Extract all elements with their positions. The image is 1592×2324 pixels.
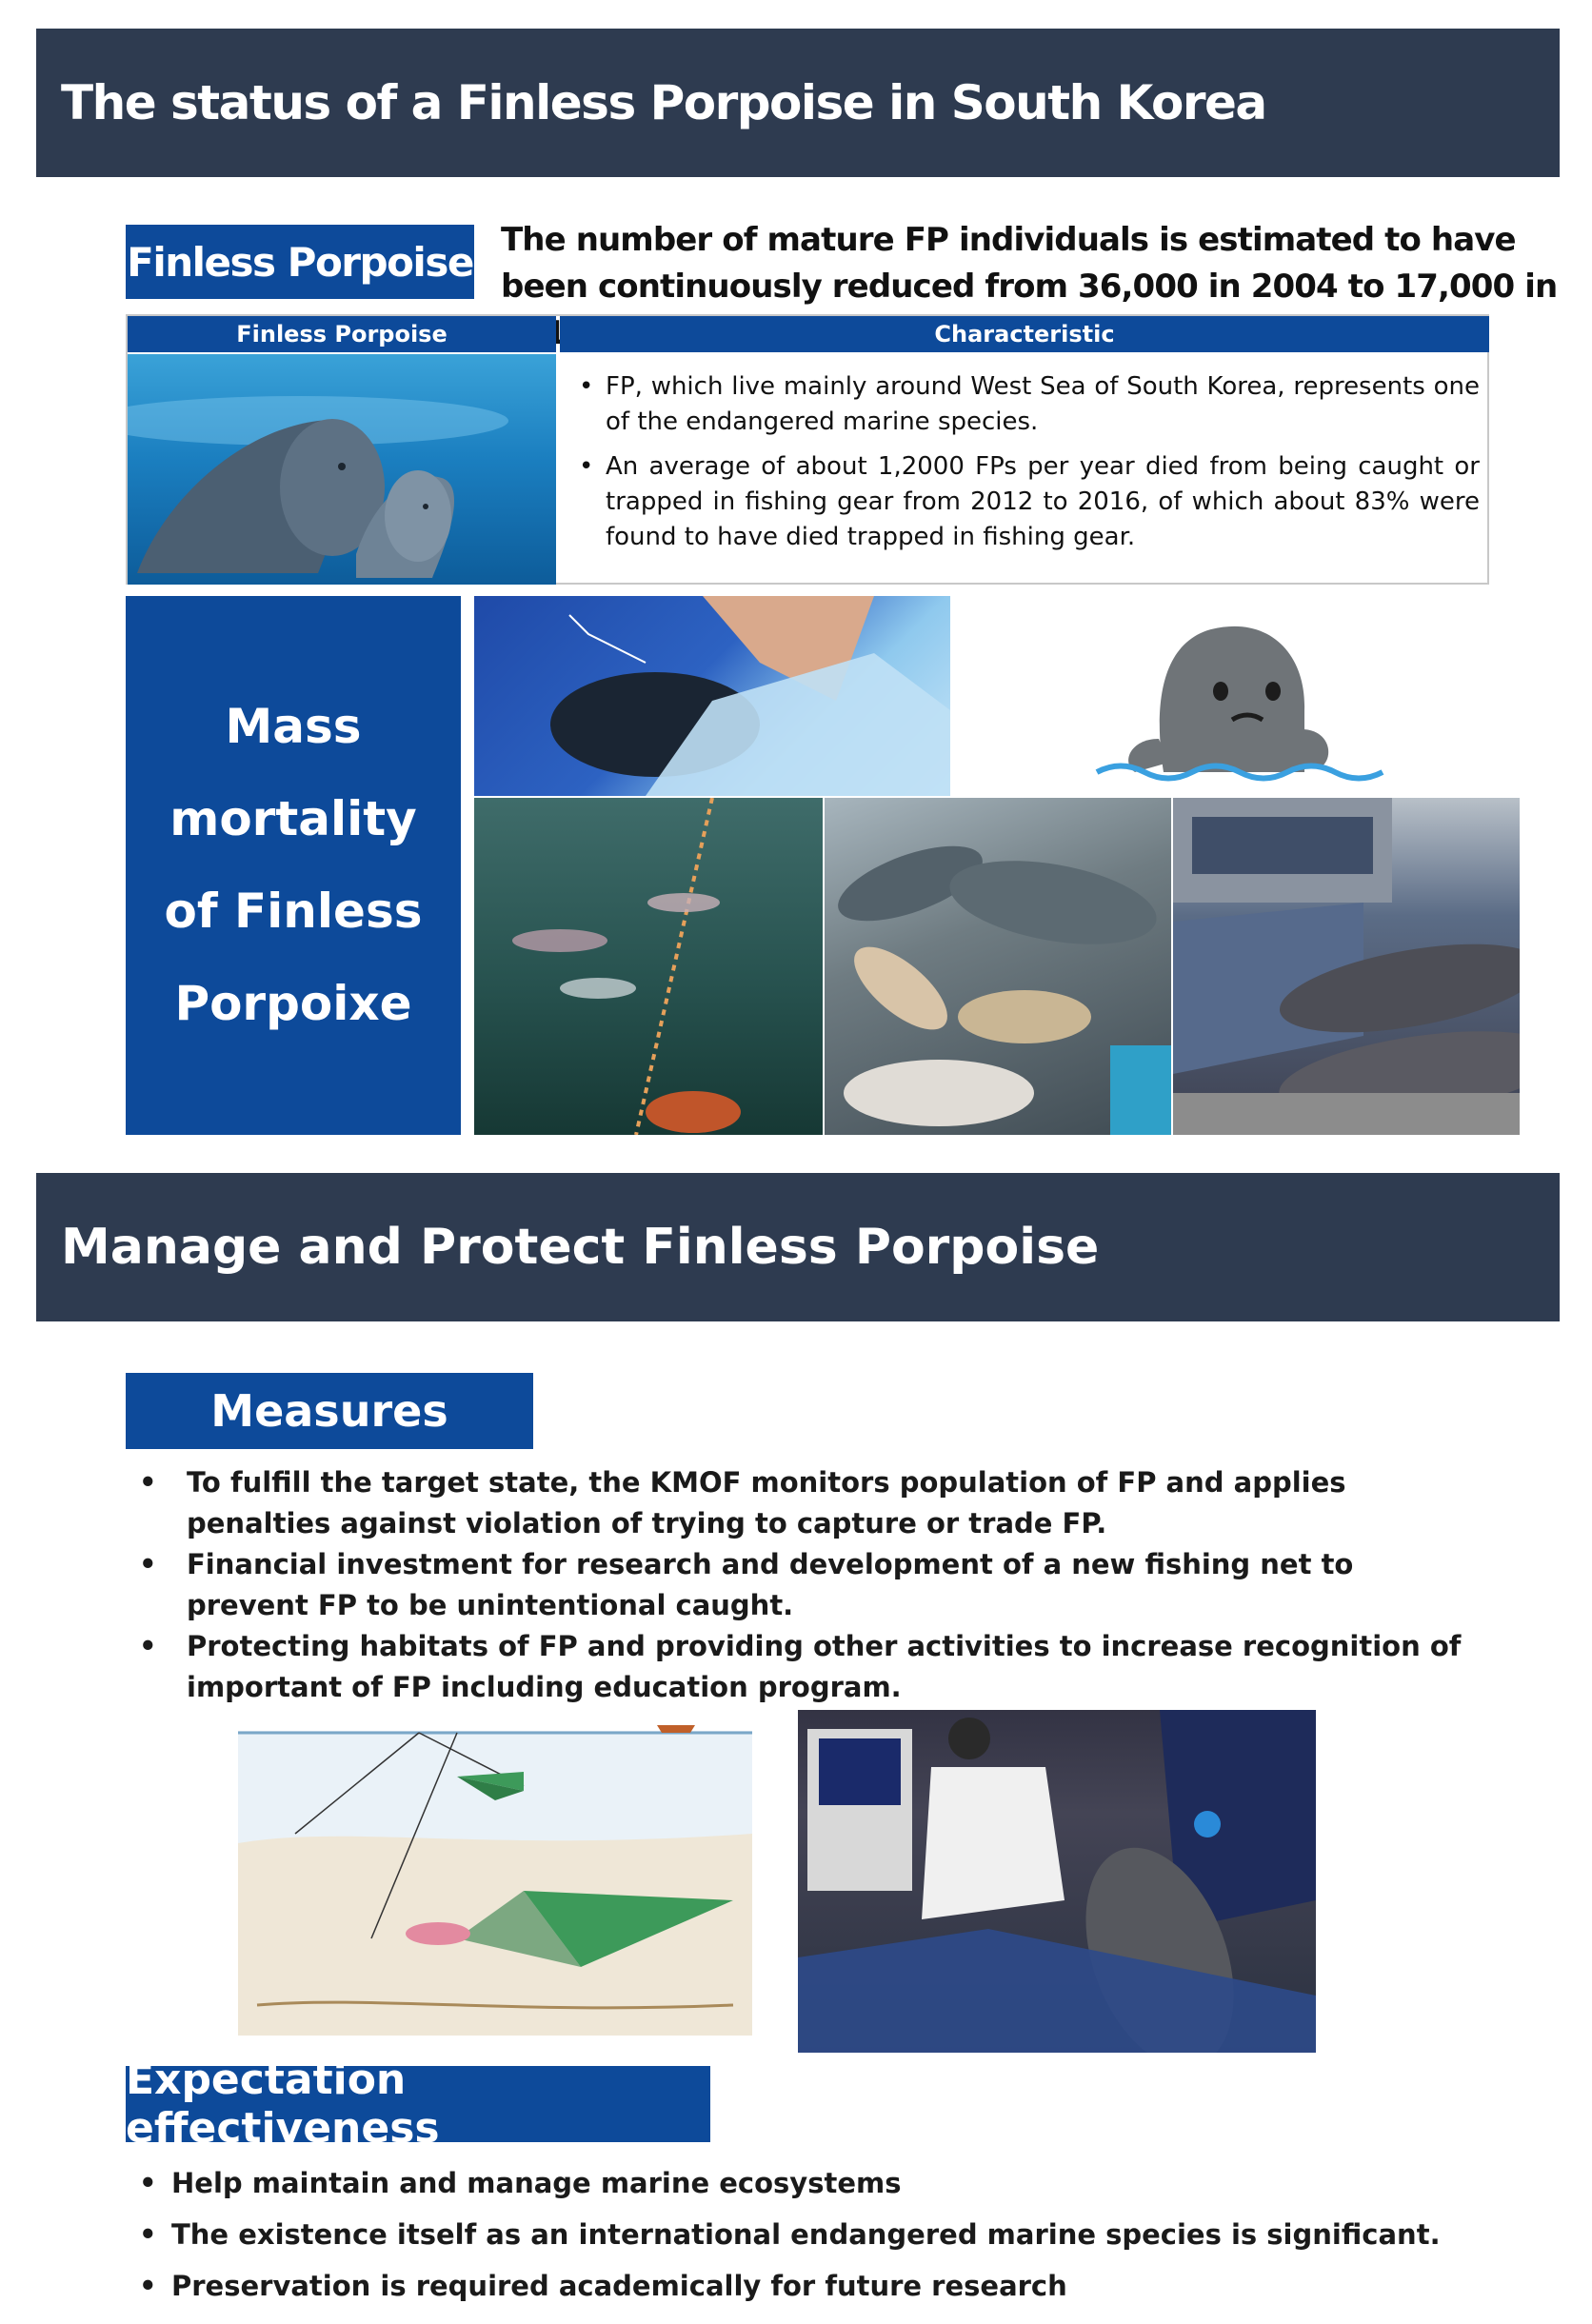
measures-list xyxy=(133,1462,1476,1708)
characteristics-table xyxy=(126,314,1489,585)
porpoise-photo xyxy=(128,354,556,585)
list-item: • To fulfill the target state, the KMOF monitors population of FP and applies penalties against violation of trying to capture or trade FP. xyxy=(133,1462,1476,1544)
characteristics-list xyxy=(575,369,1480,565)
sad-porpoise-icon xyxy=(954,596,1520,796)
section-title: Manage and Protect Finless Porpoise xyxy=(61,1219,1100,1276)
dead-porpoises-photo xyxy=(825,798,1171,1135)
measures-label xyxy=(126,1373,533,1449)
net-illustration xyxy=(474,798,823,1135)
hands-illustration xyxy=(474,596,950,796)
fishing-net-photo xyxy=(474,798,823,1135)
net-diagram-illustration xyxy=(238,1719,752,2036)
section-title: The status of a Finless Porpoise in South Korea xyxy=(61,75,1266,130)
list-item: • FP, which live mainly around West Sea of South Korea, represents one of the endangered marine species. xyxy=(575,369,1480,440)
truck-porpoises-photo xyxy=(1173,798,1520,1135)
porpoise-pile-illustration xyxy=(825,798,1171,1135)
list-item: • Financial investment for research and development of a new fishing net to prevent FP to be unintentional caught. xyxy=(133,1544,1476,1626)
stranded-porpoise-photo xyxy=(474,596,950,796)
list-item: • Preservation is required academically for future research xyxy=(133,2260,1476,2312)
expectation-list xyxy=(133,2157,1476,2312)
section-banner-manage xyxy=(36,1173,1560,1321)
list-item: • Help maintain and manage marine ecosystems xyxy=(133,2157,1476,2209)
truck-illustration xyxy=(1173,798,1520,1135)
veterinary-exam-photo xyxy=(798,1710,1316,2053)
mass-mortality-label xyxy=(126,596,461,1135)
label-text: Expectation effectiveness xyxy=(126,2056,440,2153)
column-header-characteristic: Characteristic xyxy=(560,316,1489,352)
label-text: Mass mortality of Finless Porpoixe xyxy=(164,699,423,1031)
fishing-net-diagram xyxy=(238,1719,752,2036)
porpoise-illustration xyxy=(128,354,556,585)
label-text: Finless Porpoise xyxy=(127,238,473,286)
finless-porpoise-label xyxy=(126,225,474,299)
population-summary: The number of mature FP individuals is estimated to have been continuously reduced from 36,000 in 2004 to 17,000 in xyxy=(501,221,1558,306)
list-item: • An average of about 1,2000 FPs per year died from being caught or trapped in fishing gear from 2012 to 2016, of which about 83% were found to have died trapped in fishing gear. xyxy=(575,449,1480,555)
list-item: • The existence itself as an international endangered marine species is significant. xyxy=(133,2209,1476,2260)
label-text: Measures xyxy=(210,1385,448,1437)
expectation-label xyxy=(126,2056,710,2153)
ultrasound-illustration xyxy=(798,1710,1316,2053)
cartoon-porpoise xyxy=(954,596,1520,796)
column-header-porpoise: Finless Porpoise xyxy=(128,316,556,352)
section-banner-status xyxy=(36,29,1560,177)
list-item: • Protecting habitats of FP and providing other activities to increase recognition of important of FP including education program. xyxy=(133,1626,1476,1708)
